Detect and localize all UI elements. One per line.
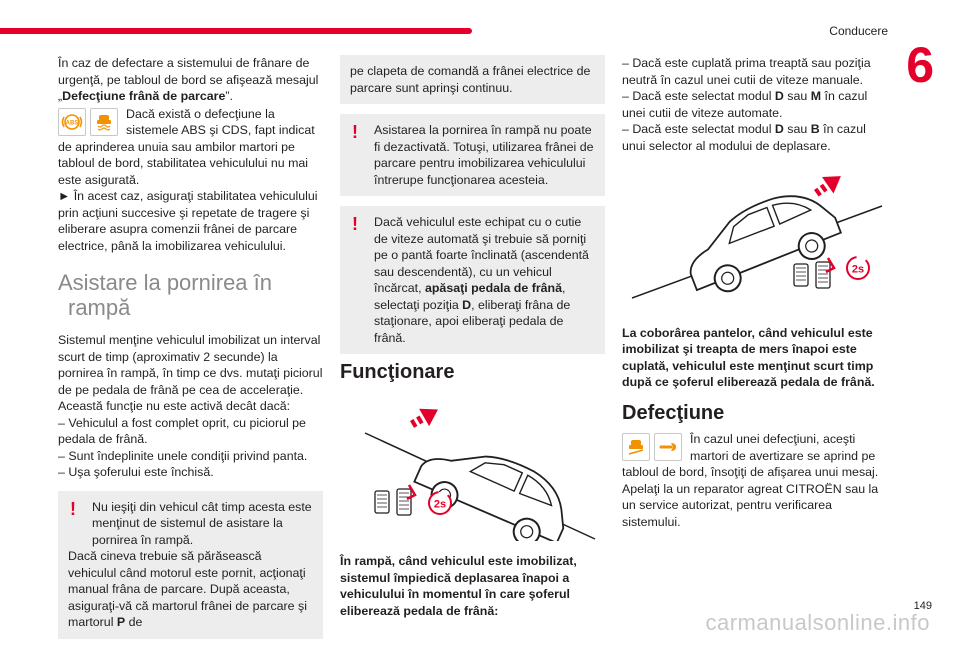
caption-uphill: În rampă, când vehiculul este imobilizat, sistemul împiedică deplasarea înapoi a vehiculului în momentul în care şoferul eliberează pedala de frână:: [340, 554, 577, 618]
column-right: [622, 55, 887, 530]
timer-2s-icon: [429, 492, 451, 514]
paragraph-active-conditions: Această funcţie nu este activă decât dacă:: [58, 399, 291, 413]
heading-operation: Funcţionare: [340, 361, 455, 383]
abs-warning-icon: [58, 108, 86, 136]
red-arrow-icon: [811, 172, 847, 201]
svg-text:2s: 2s: [433, 498, 447, 510]
malfunction-icons: [622, 433, 682, 461]
warning-exclamation-icon: !: [70, 498, 76, 519]
pedals-icon: [794, 258, 834, 288]
heading-malfunction: Defecţiune: [622, 401, 725, 424]
list-item: – Vehiculul a fost complet oprit, cu piciorul pe pedala de frână.: [58, 415, 306, 446]
wrench-service-icon: [654, 433, 682, 461]
paragraph-stability-instruction: ► În acest caz, asiguraţi stabilitatea vehiculului prin acţiuni succesive şi repetate de tragere şi eliberare asupra comenzii frânei de parcare electrice, până la imobilizarea vehiculului.: [58, 189, 318, 253]
watermark-text: carmanualsonline.info: [705, 610, 930, 635]
warning-exclamation-icon: !: [352, 214, 358, 234]
cds-warning-icon: [90, 108, 118, 136]
list-item: – Sunt îndeplinite unele condiţii privind panta.: [58, 448, 308, 463]
paragraph-hill-assist-description: Sistemul menţine vehiculul imobilizat un interval scurt de timp (aproximativ 2 secunde) la pornirea în rampă, în timp ce dvs. mutaţi piciorul de pe pedala de frână pe cea de acceleraţie.: [58, 333, 323, 397]
timer-2s-icon: [847, 257, 869, 279]
list-item: – Uşa şoferului este închisă.: [58, 465, 214, 479]
caption-downhill: La coborârea pantelor, când vehiculul este imobilizat şi treapta de mers înapoi este cuplată, vehiculul este menţinut scurt timp după ce şoferul eliberează pedala de frână.: [622, 325, 875, 389]
section-title: Conducere: [829, 24, 888, 38]
paragraph-abs-cds: Dacă există o defecţiune la sistemele ABS şi CDS, fapt indicat de aprinderea unuia sau ambilor martori pe tabloul de bord, stabilitatea vehiculului nu mai este asigurată.: [58, 106, 315, 187]
warning-box: ! Dacă vehiculul este echipat cu o cutie de viteze automată şi trebuie să porniţi pe o pantă foarte înclinată (ascendentă sau descendentă), cu un vehicul încărcat, apăsaţi pedala de frână, selectaţi poziţia D, eliberaţi frâna de staţionare, apoi eliberaţi pedala de frână.: [340, 206, 605, 354]
illustration-uphill: [340, 391, 605, 546]
illustration-downhill: [622, 172, 887, 317]
warning-box: ! Nu ieşiţi din vehicul cât timp acesta este menţinut de sistemul de asistare la pornirea în rampă. Dacă cineva trebuie să părăsească vehiculul când motorul este pornit, acţionaţi manual frâna de parcare. După aceasta, asiguraţi-vă că martorul frânei de parcare şi martorul P de: [58, 491, 323, 639]
list-item: – Dacă este selectat modul D sau M în cazul unei cutii de viteze automate.: [622, 89, 868, 120]
red-arrow-icon: [407, 400, 443, 432]
list-item: – Dacă este cuplată prima treaptă sau poziţia neutră în cazul unei cutii de viteze manuale.: [622, 56, 871, 87]
list-item: – Dacă este selectat modul D sau B în cazul unui selector al modului de deplasare.: [622, 122, 866, 153]
warning-box-continued: pe clapeta de comandă a frânei electrice de parcare sunt aprinşi continuu.: [340, 55, 605, 104]
header-red-bar: [0, 28, 472, 34]
svg-text:2s: 2s: [851, 263, 865, 276]
warning-box: ! Asistarea la pornirea în rampă nu poate fi dezactivată. Totuşi, utilizarea frânei de parcare pentru imobilizarea vehiculului întrerupe funcţionarea acesteia.: [340, 114, 605, 196]
column-left: [58, 55, 323, 649]
warning-exclamation-icon: !: [352, 122, 358, 142]
paragraph-malfunction: În cazul unei defecţiuni, aceşti martori de avertizare se aprind pe tabloul de bord, însoţiţi de afişarea unui mesaj. Apelaţi la un reparator agreat CITROËN sau la un service autorizat, pentru verificarea sistemului.: [622, 432, 879, 529]
paragraph-brake-failure: În caz de defectare a sistemului de frânare de urgenţă, pe tabloul de bord se afişează mesajul „Defecţiune frână de parcare”.: [58, 56, 319, 103]
chapter-number: 6: [906, 37, 934, 93]
pedals-icon: [375, 485, 415, 515]
heading-hill-start-assist: Asistare la pornirea în rampă: [58, 270, 272, 320]
hill-assist-warning-icon: [622, 433, 650, 461]
page-number: 149: [913, 600, 932, 612]
column-middle: [340, 55, 605, 619]
warning-icons: [58, 108, 118, 136]
svg-text:ABS: ABS: [65, 120, 79, 126]
